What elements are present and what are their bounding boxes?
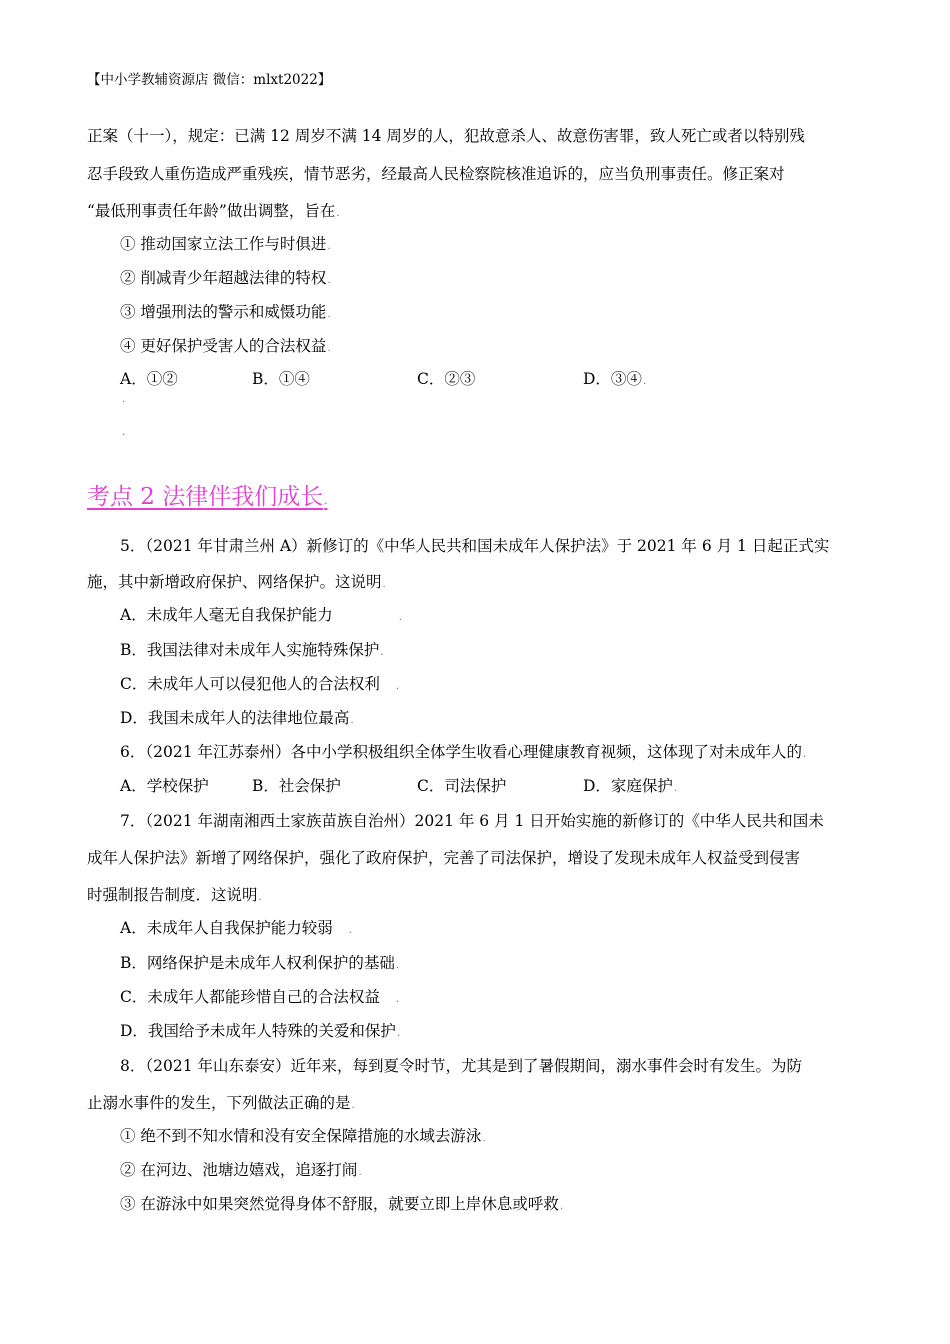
paragraph-mark: . xyxy=(122,427,126,438)
q5-option-b: B．我国法律对未成年人实施特殊保护. xyxy=(120,641,384,659)
q7-option-c: C．未成年人都能珍惜自己的合法权益 . xyxy=(120,988,400,1006)
q7-option-d: D．我国给予未成年人特殊的关爱和保护. xyxy=(120,1022,401,1040)
q6-stem: 6．（2021 年江苏泰州）各中小学积极组织全体学生收看心理健康教育视频，这体现了对未成年人的. xyxy=(120,743,807,761)
q5-stem-line-2: 施，其中新增政府保护、网络保护。这说明. xyxy=(87,573,386,591)
q8-item-2: ② 在河边、池塘边嬉戏，追逐打闹. xyxy=(120,1161,362,1179)
q4-option-a: A．①② xyxy=(120,370,178,388)
q7-option-b: B．网络保护是未成年人权利保护的基础. xyxy=(120,954,400,972)
q5-option-a: A．未成年人毫无自我保护能力 . xyxy=(120,606,402,624)
q4-option-b: B．①④ xyxy=(252,370,310,388)
q4-option-c: C．②③ xyxy=(417,370,476,388)
q7-stem-line-2: 成年人保护法》新增了网络保护，强化了政府保护，完善了司法保护，增设了发现未成年人权益受到侵害 xyxy=(87,849,801,867)
q4-option-d: D．③④. xyxy=(583,370,647,388)
paragraph-mark: . xyxy=(122,394,126,405)
q4-stem-line-2: 忍手段致人重伤造成严重残疾，情节恶劣，经最高人民检察院核准追诉的，应当负刑事责任。修正案对 xyxy=(87,165,785,183)
q4-stem-line-1: 正案（十一），规定：已满 12 周岁不满 14 周岁的人，犯故意杀人、故意伤害罪，致人死亡或者以特别残 xyxy=(87,127,805,145)
q4-stem-line-3: “最低刑事责任年龄”做出调整，旨在. xyxy=(87,202,340,220)
page-header: 【中小学教辅资源店 微信：mlxt2022】 xyxy=(87,72,332,88)
q7-option-a: A．未成年人自我保护能力较弱 . xyxy=(120,919,352,937)
q4-item-3: ③ 增强刑法的警示和威慑功能. xyxy=(120,303,331,321)
q6-option-b: B．社会保护 xyxy=(252,777,341,795)
q6-option-a: A．学校保护 xyxy=(120,777,209,795)
q5-stem-line-1: 5．（2021 年甘肃兰州 A）新修订的《中华人民共和国未成年人保护法》于 2021 年 6 月 1 日起正式实 xyxy=(120,537,830,555)
q8-item-3: ③ 在游泳中如果突然觉得身体不舒服，就要立即上岸休息或呼救. xyxy=(120,1195,564,1213)
q4-item-1: ① 推动国家立法工作与时俱进. xyxy=(120,235,331,253)
q8-stem-line-1: 8．（2021 年山东泰安）近年来，每到夏令时节，尤其是到了暑假期间，溺水事件会时有发生。为防 xyxy=(120,1057,802,1075)
q4-item-2: ② 削减青少年超越法律的特权. xyxy=(120,269,331,287)
q6-option-d: D．家庭保护. xyxy=(583,777,678,795)
q8-stem-line-2: 止溺水事件的发生，下列做法正确的是. xyxy=(87,1094,355,1112)
q7-stem-line-3: 时强制报告制度．这说明. xyxy=(87,886,262,904)
q7-stem-line-1: 7．（2021 年湖南湘西土家族苗族自治州）2021 年 6 月 1 日开始实施的新修订的《中华人民共和国未 xyxy=(120,812,824,830)
q6-option-c: C．司法保护 xyxy=(417,777,507,795)
section-title: 考点 2 法律伴我们成长. xyxy=(87,484,328,510)
q5-option-d: D．我国未成年人的法律地位最高. xyxy=(120,709,354,727)
q8-item-1: ① 绝不到不知水情和没有安全保障措施的水域去游泳. xyxy=(120,1127,486,1145)
q4-item-4: ④ 更好保护受害人的合法权益. xyxy=(120,337,331,355)
q5-option-c: C．未成年人可以侵犯他人的合法权利 . xyxy=(120,675,400,693)
